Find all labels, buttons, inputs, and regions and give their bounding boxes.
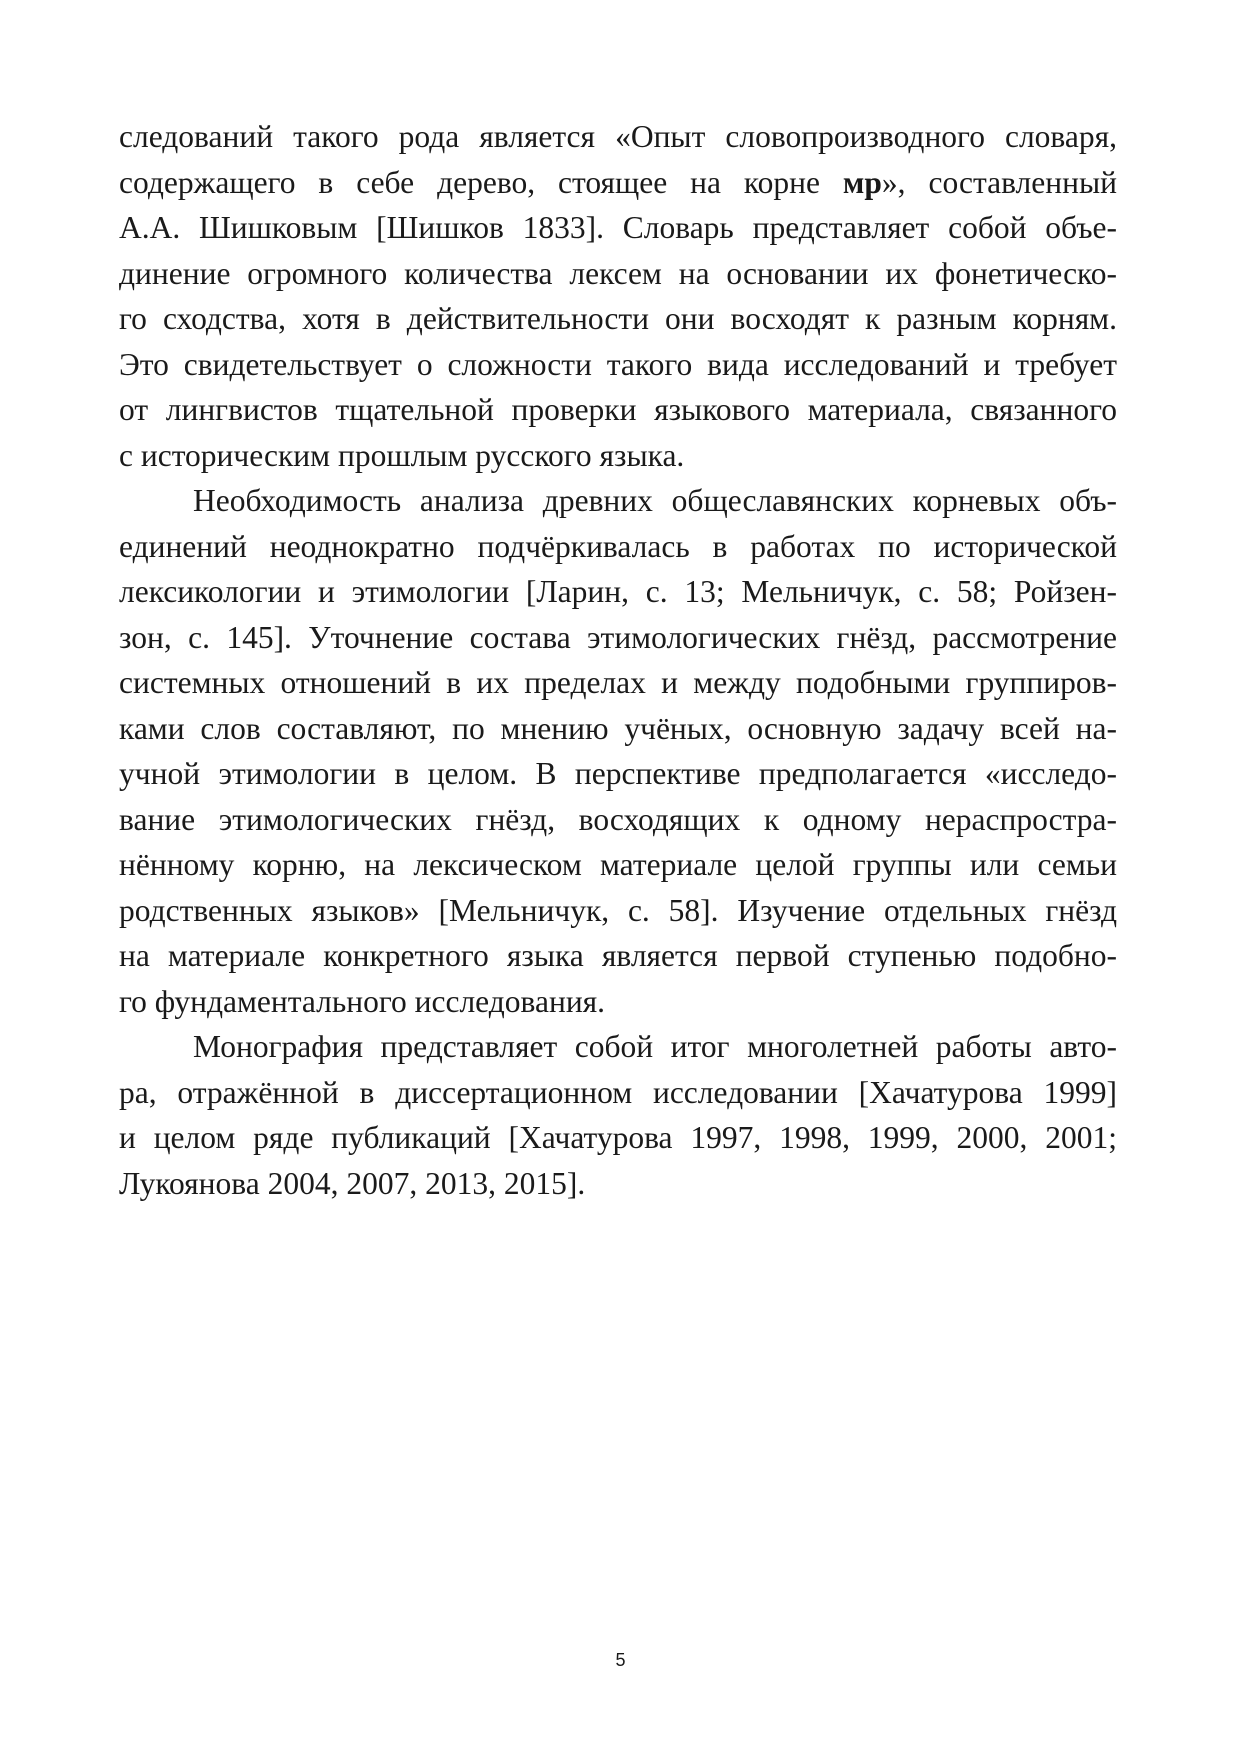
text-line: Монография представляет собой итог многолетней работы авто-: [193, 1029, 1117, 1064]
text-line: следований такого рода является «Опыт словопроизводного словаря,: [119, 119, 1117, 154]
text-line: на материале конкретного языка является первой ступенью подобно-: [119, 938, 1117, 973]
text-line: динение огромного количества лексем на основании их фонетическо-: [119, 255, 1117, 291]
text-line: Лукоянова 2004, 2007, 2013, 2015].: [119, 1165, 586, 1201]
text-line: системных отношений в их пределах и между подобными группиров-: [119, 665, 1117, 700]
paragraph: [119, 1024, 1117, 1206]
text-line: вание этимологических гнёзд, восходящих к одному нераспростра-: [119, 801, 1117, 837]
text-line: ра, отражённой в диссертационном исследовании [Хачатурова 1999]: [119, 1074, 1117, 1110]
text-line: лексикологии и этимологии [Ларин, с. 13; Мельничук, с. 58; Ройзен-: [119, 574, 1117, 609]
text-segment: содержащего в себе дерево, стоящее на корне: [119, 164, 820, 200]
text-line: от лингвистов тщательной проверки языкового материала, связанного: [119, 392, 1117, 427]
text-line: го сходства, хотя в действительности они восходят к разным корням.: [119, 301, 1117, 336]
text-line: единений неоднократно подчёркивалась в работах по исторической: [119, 528, 1117, 564]
text-line: ками слов составляют, по мнению учёных, основную задачу всей на-: [119, 710, 1117, 746]
paragraph: [119, 114, 1117, 478]
text-line: с историческим прошлым русского языка.: [119, 437, 685, 473]
text-line: Это свидетельствует о сложности такого вида исследований и требует: [119, 346, 1117, 382]
text-line: зон, с. 145]. Уточнение состава этимологических гнёзд, рассмотрение: [119, 619, 1117, 655]
page-body: [119, 114, 1117, 1206]
text-line: [119, 160, 1117, 206]
text-line: Необходимость анализа древних общеславянских корневых объ-: [193, 483, 1117, 518]
text-segment: », составленный: [881, 164, 1117, 200]
text-line: го фундаментального исследования.: [119, 983, 606, 1019]
page-number: 5: [615, 1650, 626, 1670]
text-line: учной этимологии в целом. В перспективе предполагается «исследо-: [119, 756, 1117, 791]
text-line: А.А. Шишковым [Шишков 1833]. Словарь представляет собой объе-: [119, 210, 1117, 245]
text-line: родственных языков» [Мельничук, с. 58]. Изучение отдельных гнёзд: [119, 892, 1117, 928]
text-line: и целом ряде публикаций [Хачатурова 1997, 1998, 1999, 2000, 2001;: [119, 1120, 1117, 1155]
paragraph: [119, 478, 1117, 1024]
text-line: нённому корню, на лексическом материале целой группы или семьи: [119, 847, 1117, 882]
bold-root-term: мр: [842, 164, 882, 200]
